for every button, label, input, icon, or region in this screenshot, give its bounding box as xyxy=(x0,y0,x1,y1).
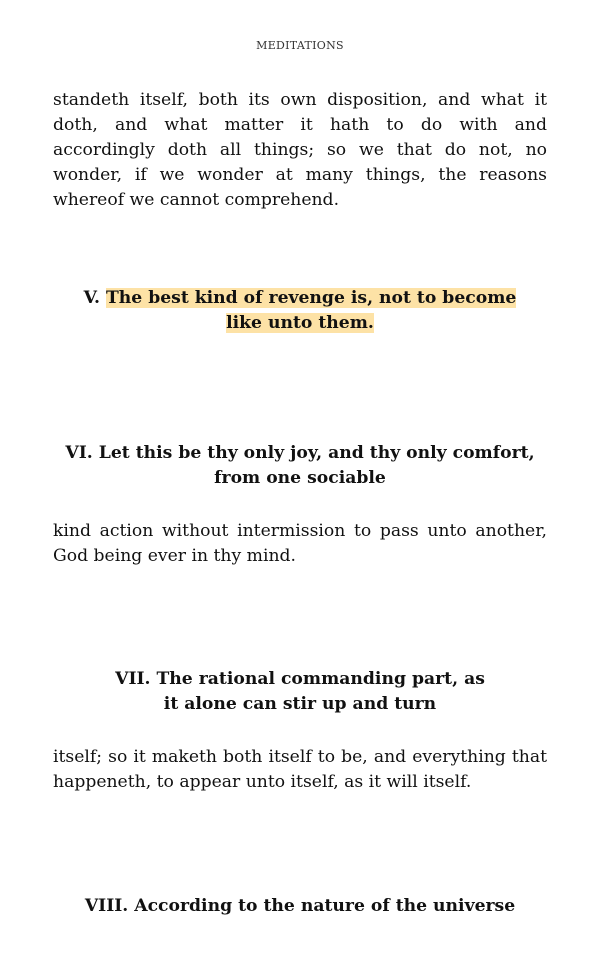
section-vii-body: itself; so it maketh both itself to be, and everything that happeneth, to appear unto itself, as it will itself. xyxy=(53,747,547,792)
section-vi-body: kind action without intermission to pass unto another, God being ever in thy mind. xyxy=(53,521,547,566)
heading-line: it alone can stir up and turn xyxy=(163,694,437,714)
section-number-v: V. xyxy=(83,288,100,308)
highlighted-text[interactable]: The best kind of revenge is, not to become xyxy=(105,288,517,308)
continuation-paragraph: standeth itself, both its own disposition, and what it doth, and what matter it hath to do with and accordingly doth all things; so we that do not, no wonder, if we wonder at many things, the reasons whereof we cannot comprehend. xyxy=(53,90,547,210)
section-heading-v xyxy=(0,286,600,336)
highlighted-text[interactable]: like unto them. xyxy=(226,313,374,333)
section-heading-vii xyxy=(0,667,600,717)
running-header: MEDITATIONS xyxy=(256,39,344,52)
heading-line: VII. The rational commanding part, as xyxy=(115,669,485,689)
heading-line: VI. Let this be thy only joy, and thy only comfort, xyxy=(65,443,535,463)
heading-line: from one sociable xyxy=(214,468,386,488)
heading-line: VIII. According to the nature of the universe xyxy=(84,896,516,916)
section-heading-viii xyxy=(0,894,600,919)
section-heading-vi xyxy=(0,441,600,491)
